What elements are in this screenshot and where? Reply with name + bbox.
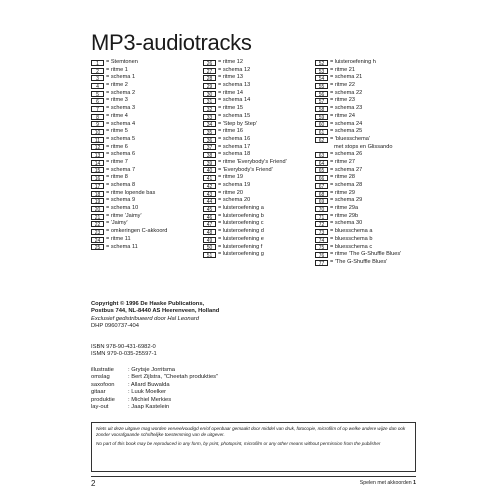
track-number: 20	[91, 206, 104, 212]
track-label: = schema 10	[106, 205, 139, 212]
track-label: = bluesschema a	[330, 228, 373, 235]
track-label: = schema 21	[330, 74, 363, 81]
track-label: = schema 9	[106, 197, 136, 204]
track-label: = ritme 24	[330, 112, 356, 119]
track-label: = ritme 29b	[330, 212, 359, 219]
track-label: = luisteroefening a	[218, 205, 264, 212]
track-label: = ritme 29	[330, 189, 356, 196]
track-row	[91, 228, 211, 236]
track-number: 1	[91, 60, 104, 66]
track-number: 10	[91, 129, 104, 135]
track-row	[315, 67, 465, 75]
track-number: 26	[203, 60, 216, 66]
track-number: 45	[203, 206, 216, 212]
track-label: = schema 20	[218, 197, 251, 204]
track-row	[315, 190, 465, 198]
track-number: 21	[91, 214, 104, 220]
track-number: 75	[315, 244, 328, 250]
track-number: 60	[315, 121, 328, 127]
track-number: 6	[91, 98, 104, 104]
track-label: = bluesschema b	[330, 235, 373, 242]
track-label: = ritme 3	[106, 97, 128, 104]
track-label: = ritme 22	[330, 82, 356, 89]
track-row	[203, 213, 323, 221]
track-column-2	[203, 59, 323, 259]
track-number: 15	[91, 167, 104, 173]
track-row	[91, 167, 211, 175]
track-number: 13	[91, 152, 104, 158]
track-label: = 'The G-Shuffle Blues'	[330, 258, 388, 265]
track-label: = ritme 28	[330, 174, 356, 181]
series-title	[316, 480, 416, 486]
track-label: = schema 22	[330, 89, 363, 96]
track-label: = schema 7	[106, 166, 136, 173]
page-title: MP3-audiotracks	[91, 30, 252, 55]
track-number: 49	[203, 237, 216, 243]
credit-role: omslag	[91, 374, 110, 381]
track-label: = schema 6	[106, 151, 136, 158]
track-number: 51	[203, 252, 216, 258]
copyright-line: Copyright © 1996 De Haske Publications,	[91, 301, 205, 307]
track-row	[203, 151, 323, 159]
track-row	[203, 97, 323, 105]
track-number: 44	[203, 198, 216, 204]
track-label: = ritme 27	[330, 158, 356, 165]
track-label: = ritme 4	[106, 112, 128, 119]
track-row	[315, 105, 465, 113]
track-number: 71	[315, 214, 328, 220]
track-number: 74	[315, 237, 328, 243]
track-row	[203, 128, 323, 136]
track-label: = schema 12	[218, 66, 251, 73]
credit-row	[91, 389, 218, 396]
credit-role: produktie	[91, 396, 115, 403]
track-row	[315, 97, 465, 105]
track-row	[315, 205, 465, 213]
track-number: 38	[203, 152, 216, 158]
track-label: = ritme 'The G-Shuffle Blues'	[330, 251, 402, 258]
track-label: = luisteroefening d	[218, 228, 264, 235]
track-label: = schema 30	[330, 220, 363, 227]
track-number: 62	[315, 137, 328, 143]
track-row	[315, 159, 465, 167]
track-label: = schema 17	[218, 143, 251, 150]
track-row	[315, 259, 465, 267]
track-number: 41	[203, 175, 216, 181]
track-column-3	[315, 59, 465, 267]
track-label: = luisteroefening h	[330, 59, 376, 65]
track-label: = ritme 2	[106, 82, 128, 89]
track-label: = schema 25	[330, 128, 363, 135]
copyright-block	[91, 301, 219, 331]
ismn: ISMN 979-0-035-25597-1	[91, 351, 157, 358]
track-number: 5	[91, 91, 104, 97]
credit-role: illustratie	[91, 367, 114, 373]
track-number: 19	[91, 198, 104, 204]
track-number: 68	[315, 191, 328, 197]
track-row	[315, 113, 465, 121]
track-label: = schema 26	[330, 151, 363, 158]
track-number: 4	[91, 83, 104, 89]
track-row	[91, 113, 211, 121]
track-row	[203, 144, 323, 152]
track-label: = schema 5	[106, 135, 136, 142]
track-label: = schema 14	[218, 97, 251, 104]
track-number: 50	[203, 244, 216, 250]
track-row	[315, 128, 465, 136]
track-number: 55	[315, 83, 328, 89]
track-number: 39	[203, 160, 216, 166]
track-number: 40	[203, 167, 216, 173]
track-label: = schema 3	[106, 105, 136, 112]
track-row	[203, 205, 323, 213]
track-label: = schema 19	[218, 182, 251, 188]
track-row	[315, 167, 465, 175]
track-row	[91, 182, 211, 190]
track-label: = ritme 'Everybody's Friend'	[218, 158, 287, 165]
rights-notice-english: No part of this book may be reproduced in any form, by print, photoprint, microfilm or any other means without permission from the publisher	[96, 441, 381, 446]
track-number: 43	[203, 191, 216, 197]
track-number: 22	[91, 221, 104, 227]
track-number: 7	[91, 106, 104, 112]
page-number: 2	[91, 479, 96, 488]
series-volume: 1	[413, 480, 416, 486]
footer-divider	[91, 476, 416, 477]
track-label: = ritme 11	[106, 235, 131, 242]
track-label: = ritme 'Jaimy'	[106, 212, 142, 219]
track-row	[203, 236, 323, 244]
track-row	[203, 74, 323, 82]
track-row	[315, 174, 465, 182]
track-number: 46	[203, 214, 216, 220]
track-row	[203, 251, 323, 259]
track-number: 56	[315, 91, 328, 97]
track-number: 42	[203, 183, 216, 189]
track-label: = schema 2	[106, 89, 136, 96]
track-row	[91, 90, 211, 98]
track-number: 70	[315, 206, 328, 212]
track-number: 27	[203, 68, 216, 74]
track-number: 64	[315, 160, 328, 166]
track-label: = schema 29	[330, 197, 363, 204]
track-label: = schema 4	[106, 120, 136, 127]
track-number: 53	[315, 68, 328, 74]
track-label: = Stemtonen	[106, 59, 138, 65]
track-row	[315, 182, 465, 190]
track-row	[91, 205, 211, 213]
track-row	[91, 144, 211, 152]
track-column-1	[91, 59, 211, 251]
track-number: 65	[315, 167, 328, 173]
track-number: 47	[203, 221, 216, 227]
track-number: 67	[315, 183, 328, 189]
track-label: = ritme 5	[106, 128, 128, 135]
track-label: = luisteroefening f	[218, 243, 263, 250]
track-row	[315, 244, 465, 252]
track-number: 37	[203, 144, 216, 150]
track-label: = ritme 14	[218, 89, 244, 96]
isbn-block	[91, 344, 157, 359]
track-label: = ritme 1	[106, 66, 128, 73]
track-number: 8	[91, 114, 104, 120]
track-row	[203, 59, 323, 67]
series-name: Spelen met akkoorden	[359, 480, 412, 486]
track-row	[91, 220, 211, 228]
track-label: = ritme 8	[106, 174, 128, 181]
track-label: = schema 11	[106, 243, 138, 250]
track-row	[315, 213, 465, 221]
credit-row	[91, 374, 218, 381]
track-number: 73	[315, 229, 328, 235]
track-number: 17	[91, 183, 104, 189]
track-number: 32	[203, 106, 216, 112]
track-label: = schema 16	[218, 135, 251, 142]
track-row	[315, 228, 465, 236]
track-row	[91, 151, 211, 159]
track-row	[91, 197, 211, 205]
credit-role: saxofoon	[91, 381, 115, 388]
track-label: = ritme 6	[106, 143, 128, 150]
credit-name: : Jaap Kastelein	[128, 404, 170, 411]
track-number: 25	[91, 244, 104, 250]
track-row	[315, 251, 465, 259]
credit-row	[91, 397, 218, 404]
track-row	[315, 151, 465, 159]
track-label: = luisteroefening g	[218, 251, 264, 258]
track-label: = schema 8	[106, 182, 136, 188]
track-row	[203, 113, 323, 121]
track-label: = ritme 12	[218, 59, 244, 65]
credit-row	[91, 382, 218, 389]
track-label: = 'bluesschema'	[330, 135, 370, 142]
track-label: = schema 18	[218, 151, 251, 158]
track-row	[91, 128, 211, 136]
track-row	[203, 197, 323, 205]
track-row	[315, 82, 465, 90]
track-row	[91, 82, 211, 90]
track-row	[315, 121, 465, 129]
credit-name: : Allard Buwalda	[128, 381, 170, 388]
track-label: = ritme 15	[218, 105, 244, 112]
track-row	[91, 174, 211, 182]
track-number: 69	[315, 198, 328, 204]
track-label: = 'Everybody's Friend'	[218, 166, 273, 173]
track-row	[203, 190, 323, 198]
credit-name: : Grytsje Jorritsma	[128, 367, 176, 373]
credit-name: : Michiel Merkies	[128, 396, 172, 403]
track-number: 9	[91, 121, 104, 127]
track-number: 14	[91, 160, 104, 166]
track-label: = 'Step by Step'	[218, 120, 257, 127]
track-number: 16	[91, 175, 104, 181]
track-label: = ritme 13	[218, 74, 244, 81]
track-number: 59	[315, 114, 328, 120]
track-row	[203, 167, 323, 175]
credit-role: lay-out	[91, 404, 109, 411]
track-label: = ritme 21	[330, 66, 356, 73]
track-row	[203, 159, 323, 167]
track-label: = luisteroefening c	[218, 220, 264, 227]
track-label: = omkeringen C-akkoord	[106, 228, 168, 235]
track-row	[315, 74, 465, 82]
track-number: 31	[203, 98, 216, 104]
track-label: = luisteroefening b	[218, 212, 264, 219]
rights-notice-dutch: Niets uit deze uitgave mag worden verveelvoudigd en/of openbaar gemaakt door middel van druk, fotocopie, microfilm of op welke andere wijze dan ook zonder voorafgaande schriftelijke toestemming van de uitgever.	[96, 426, 406, 437]
track-number: 24	[91, 237, 104, 243]
track-row	[203, 220, 323, 228]
track-row	[91, 59, 211, 67]
track-number: 33	[203, 114, 216, 120]
track-label: = luisteroefening e	[218, 235, 264, 242]
track-row	[203, 136, 323, 144]
track-number: 35	[203, 129, 216, 135]
track-row	[203, 90, 323, 98]
track-number: 12	[91, 144, 104, 150]
credit-name: : Luuk Moelker	[128, 389, 167, 396]
track-number: 52	[315, 60, 328, 66]
track-label: = ritme lopende bas	[106, 189, 156, 196]
track-row	[91, 121, 211, 129]
track-label: = schema 23	[330, 105, 363, 112]
track-number: 11	[91, 137, 104, 143]
track-row	[91, 190, 211, 198]
catalog-number: DHP 0960737-404	[91, 323, 139, 330]
track-number: 48	[203, 229, 216, 235]
isbn: ISBN 978-90-431-6982-0	[91, 344, 156, 350]
track-row	[203, 244, 323, 252]
credit-row	[91, 367, 218, 374]
track-number: 30	[203, 91, 216, 97]
publisher-address: Postbus 744, NL-8440 AS Heerenveen, Holland	[91, 308, 220, 315]
track-row	[203, 82, 323, 90]
track-row	[91, 236, 211, 244]
track-number: 23	[91, 229, 104, 235]
credits-block	[91, 367, 218, 411]
track-row	[315, 236, 465, 244]
track-row	[203, 105, 323, 113]
track-row	[91, 105, 211, 113]
track-row	[203, 174, 323, 182]
track-label: = bluesschema c	[330, 243, 373, 250]
track-row	[91, 97, 211, 105]
track-number: 36	[203, 137, 216, 143]
track-row	[91, 74, 211, 82]
track-number: 18	[91, 191, 104, 197]
track-label: = schema 24	[330, 120, 363, 127]
track-row	[315, 59, 465, 67]
track-number: 34	[203, 121, 216, 127]
track-row	[315, 220, 465, 228]
track-label: = schema 27	[330, 166, 363, 173]
track-number: 2	[91, 68, 104, 74]
track-label: = schema 1	[106, 74, 136, 81]
track-row	[91, 244, 211, 252]
track-row	[91, 213, 211, 221]
track-label: = ritme 7	[106, 158, 128, 165]
track-number: 29	[203, 83, 216, 89]
track-label: = ritme 23	[330, 97, 356, 104]
track-label: = ritme 16	[218, 128, 244, 135]
track-number: 57	[315, 98, 328, 104]
track-label: = 'Jaimy'	[106, 220, 128, 227]
track-row	[203, 121, 323, 129]
credit-name: : Bert Zijlstra, "Cheetah produkties"	[128, 374, 219, 381]
track-row	[315, 136, 465, 144]
track-row	[315, 197, 465, 205]
track-label: = schema 28	[330, 182, 363, 188]
track-number: 58	[315, 106, 328, 112]
track-number: 77	[315, 260, 328, 266]
track-row	[91, 159, 211, 167]
track-number: 66	[315, 175, 328, 181]
track-row	[203, 228, 323, 236]
track-number: 76	[315, 252, 328, 258]
distribution-note: Exclusief gedistribueerd door Hal Leonard	[91, 315, 199, 322]
track-label: = schema 15	[218, 112, 251, 119]
track-label-continued: met stops en Glissando	[334, 143, 393, 150]
track-number: 63	[315, 152, 328, 158]
track-number: 54	[315, 75, 328, 81]
track-number: 3	[91, 75, 104, 81]
track-label: = ritme 20	[218, 189, 244, 196]
rights-notice	[91, 422, 416, 472]
track-row	[315, 90, 465, 98]
track-row	[203, 67, 323, 75]
track-number: 28	[203, 75, 216, 81]
track-label: = ritme 29a	[330, 205, 359, 212]
track-label: = ritme 19	[218, 174, 244, 181]
credit-role: gitaar	[91, 389, 106, 396]
track-label: = schema 13	[218, 82, 251, 89]
track-row	[203, 182, 323, 190]
track-number: 61	[315, 129, 328, 135]
track-row	[91, 136, 211, 144]
track-number: 72	[315, 221, 328, 227]
track-row	[91, 67, 211, 75]
credit-row	[91, 404, 218, 411]
